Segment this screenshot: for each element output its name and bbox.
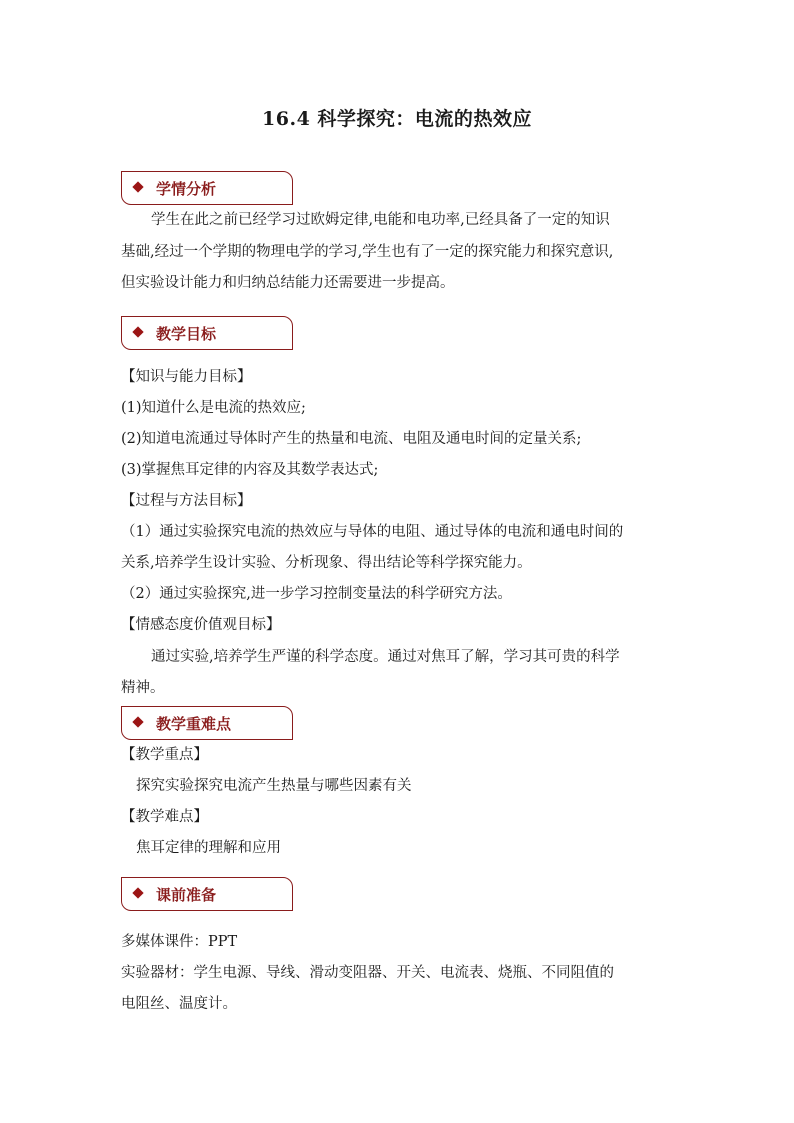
analysis-line: 但实验设计能力和归纳总结能力还需要进一步提高。 [121,275,455,291]
section-title: 课前准备 [156,886,217,904]
goal-item: （2）通过实验探究,进一步学习控制变量法的科学研究方法。 [121,586,512,602]
diamond-bullet-icon [132,887,143,898]
page-title: 16.4 科学探究：电流的热效应 [262,108,532,130]
goal-heading: 【情感态度价值观目标】 [121,617,281,633]
section-title: 教学重难点 [156,715,232,733]
keypoint-text: 焦耳定律的理解和应用 [136,840,281,856]
goal-item: (1)知道什么是电流的热效应; [121,400,306,416]
keypoint-text: 探究实验探究电流产生热量与哪些因素有关 [136,778,412,794]
prep-line: 多媒体课件：PPT [121,934,238,950]
goal-heading: 【知识与能力目标】 [121,369,252,385]
keypoint-heading: 【教学重点】 [121,747,208,763]
goal-heading: 【过程与方法目标】 [121,493,252,509]
analysis-line: 基础,经过一个学期的物理电学的学习,学生也有了一定的探究能力和探究意识, [121,244,614,260]
diamond-bullet-icon [132,181,143,192]
diamond-bullet-icon [132,716,143,727]
goal-item: 精神。 [121,680,165,696]
section-header-keypoints [121,706,293,740]
diamond-bullet-icon [132,326,143,337]
section-header-goals [121,316,293,350]
prep-line: 电阻丝、温度计。 [121,996,237,1012]
analysis-line: 学生在此之前已经学习过欧姆定律,电能和电功率,已经具备了一定的知识 [151,212,610,228]
section-header-prep [121,877,293,911]
goal-item: (2)知道电流通过导体时产生的热量和电流、电阻及通电时间的定量关系; [121,431,582,447]
goal-item: 关系,培养学生设计实验、分析现象、得出结论等科学探究能力。 [121,555,532,571]
section-header-analysis [121,171,293,205]
goal-item: 通过实验,培养学生严谨的科学态度。通过对焦耳了解，学习其可贵的科学 [151,649,620,665]
goal-item: （1）通过实验探究电流的热效应与导体的电阻、通过导体的电流和通电时间的 [121,524,624,540]
keypoint-heading: 【教学难点】 [121,809,208,825]
section-title: 教学目标 [156,325,217,343]
goal-item: (3)掌握焦耳定律的内容及其数学表达式; [121,462,379,478]
section-title: 学情分析 [156,180,217,198]
prep-line: 实验器材：学生电源、导线、滑动变阻器、开关、电流表、烧瓶、不同阻值的 [121,965,614,981]
